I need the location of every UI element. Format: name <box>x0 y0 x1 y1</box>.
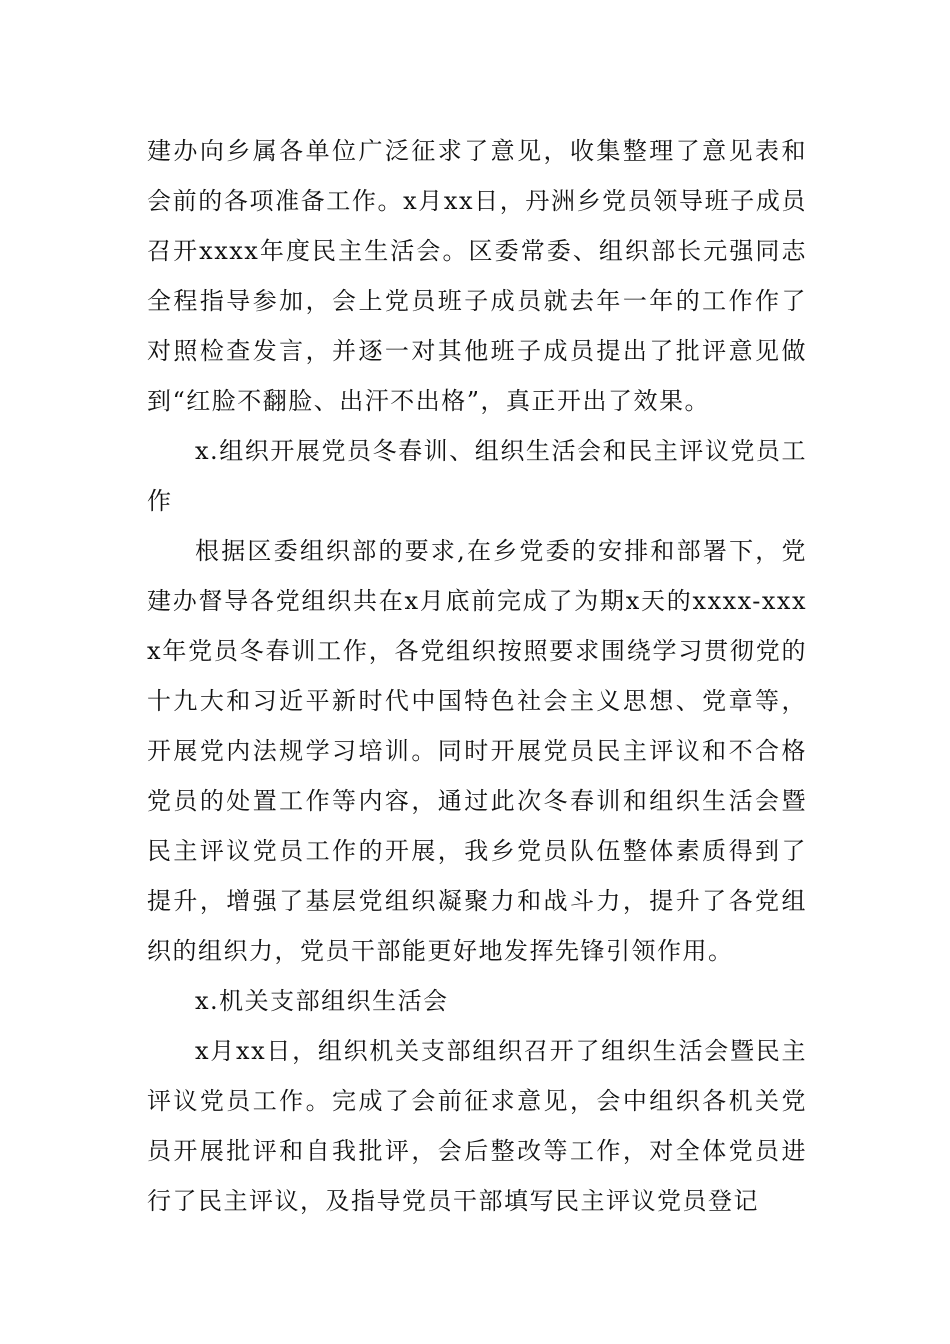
paragraph-branch-meeting: x月xx日，组织机关支部组织召开了组织生活会暨民主评议党员工作。完成了会前征求意见，会中组织各机关党员开展批评和自我批评，会后整改等工作，对全体党员进行了民主评议，及指导党员干部填写民主评议党员登记 <box>147 1037 807 1215</box>
document-body <box>147 126 807 1226</box>
section-heading-branch-meeting: x.机关支部组织生活会 <box>195 987 449 1015</box>
paragraph-meeting-summary: 建办向乡属各单位广泛征求了意见，收集整理了意见表和会前的各项准备工作。x月xx日，丹洲乡党员领导班子成员召开xxxx年度民主生活会。区委常委、组织部长元强同志全程指导参加，会上党员班子成员就去年一年的工作作了对照检查发言，并逐一对其他班子成员提出了批评意见做到“红脸不翻脸、出汗不出格”，真正开出了效果。 <box>147 137 807 415</box>
paragraph-winter-training: 根据区委组织部的要求,在乡党委的安排和部署下，党建办督导各党组织共在x月底前完成了为期x天的xxxx-xxxx年党员冬春训工作，各党组织按照要求围绕学习贯彻党的十九大和习近平新时代中国特色社会主义思想、党章等，开展党内法规学习培训。同时开展党员民主评议和不合格党员的处置工作等内容，通过此次冬春训和组织生活会暨民主评议党员工作的开展，我乡党员队伍整体素质得到了提升，增强了基层党组织凝聚力和战斗力，提升了各党组织的组织力，党员干部能更好地发挥先锋引领作用。 <box>147 537 807 965</box>
section-heading-winter-training: x.组织开展党员冬春训、组织生活会和民主评议党员工作 <box>147 437 807 515</box>
